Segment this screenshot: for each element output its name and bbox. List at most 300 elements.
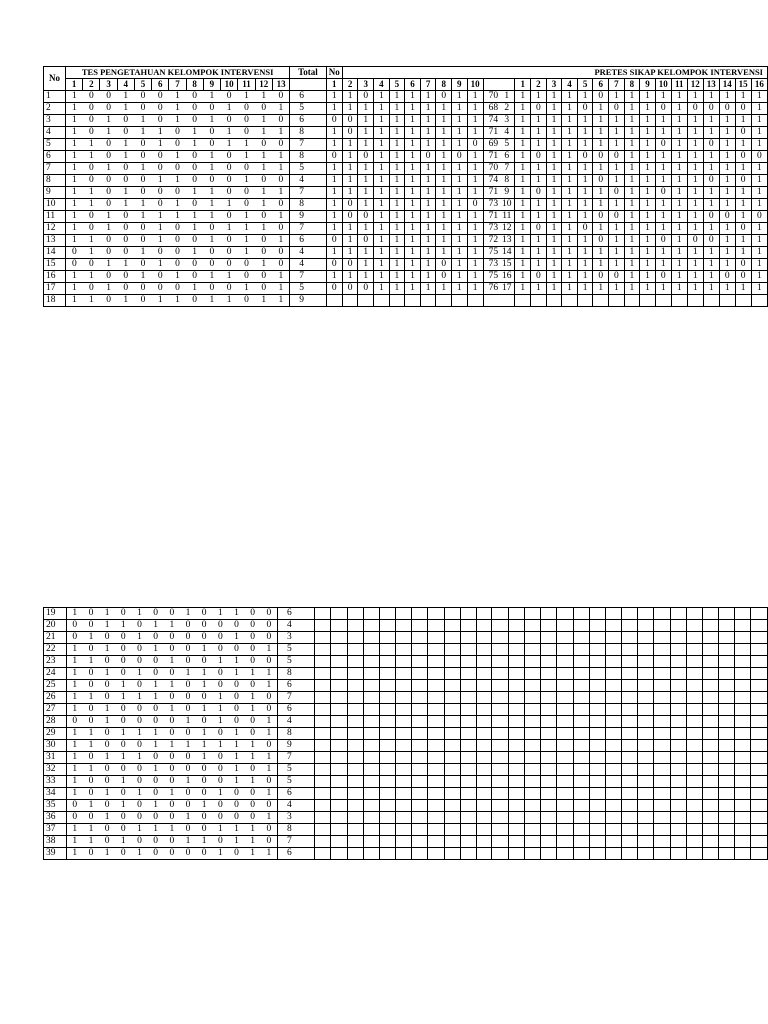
knowledge-score-cell: 0 bbox=[83, 91, 100, 103]
empty-cell bbox=[525, 716, 541, 728]
pretest-item-cell: 1 bbox=[358, 247, 374, 259]
attitude-score-cell: 1 bbox=[624, 247, 640, 259]
empty-cell bbox=[573, 656, 589, 668]
empty-cell bbox=[654, 740, 670, 752]
empty-cell bbox=[751, 764, 768, 776]
knowledge-score-cell: 0 bbox=[83, 175, 100, 187]
knowledge-score-cell: 1 bbox=[261, 644, 278, 656]
pretest-item-cell: 1 bbox=[420, 259, 436, 271]
header-row bbox=[44, 79, 768, 91]
pretest-item-cell: 1 bbox=[342, 247, 358, 259]
empty-cell bbox=[654, 776, 670, 788]
attitude-score-cell: 1 bbox=[593, 103, 609, 115]
knowledge-score-cell: 0 bbox=[169, 139, 186, 151]
pretest-item-cell: 1 bbox=[374, 283, 390, 295]
knowledge-score-cell: 1 bbox=[238, 235, 255, 247]
knowledge-score-cell: 0 bbox=[99, 836, 115, 848]
empty-cell bbox=[347, 812, 363, 824]
knowledge-score-cell: 1 bbox=[261, 716, 278, 728]
knowledge-score-cell: 1 bbox=[212, 692, 228, 704]
row-number: 5 bbox=[44, 139, 66, 151]
knowledge-score-cell: 0 bbox=[117, 235, 134, 247]
knowledge-score-cell: 0 bbox=[180, 764, 196, 776]
knowledge-score-cell: 1 bbox=[66, 223, 83, 235]
total-cell: 4 bbox=[277, 716, 314, 728]
total-cell: 4 bbox=[290, 175, 326, 187]
attitude-score-cell: 1 bbox=[671, 235, 687, 247]
pretest-item-cell: 1 bbox=[374, 115, 390, 127]
empty-cell bbox=[396, 620, 412, 632]
attitude-score-cell: 1 bbox=[735, 199, 751, 211]
attitude-score-cell: 1 bbox=[687, 271, 703, 283]
attitude-score-cell: 0 bbox=[609, 187, 625, 199]
empty-cell bbox=[444, 704, 460, 716]
attitude-score-cell: 1 bbox=[562, 175, 578, 187]
empty-cell bbox=[460, 668, 476, 680]
empty-cell bbox=[589, 644, 605, 656]
empty-cell bbox=[686, 620, 702, 632]
empty-cell bbox=[331, 620, 347, 632]
attitude-score-cell: 1 bbox=[751, 283, 767, 295]
attitude-score-cell: 1 bbox=[624, 199, 640, 211]
empty-cell bbox=[412, 632, 428, 644]
empty-cell bbox=[331, 704, 347, 716]
empty-cell bbox=[670, 656, 686, 668]
knowledge-score-cell: 0 bbox=[212, 620, 228, 632]
knowledge-score-cell: 0 bbox=[117, 223, 134, 235]
pretest-item-cell: 1 bbox=[342, 139, 358, 151]
knowledge-score-cell: 0 bbox=[117, 271, 134, 283]
row-number: 36 bbox=[44, 812, 67, 824]
knowledge-score-cell: 1 bbox=[261, 764, 278, 776]
knowledge-score-cell: 1 bbox=[115, 728, 131, 740]
empty-cell bbox=[589, 788, 605, 800]
empty-cell bbox=[719, 656, 735, 668]
empty-cell bbox=[702, 776, 718, 788]
pretest-item-cell bbox=[342, 295, 358, 307]
pretest-item-cell: 1 bbox=[467, 175, 483, 187]
knowledge-score-cell: 0 bbox=[100, 139, 117, 151]
empty-cell bbox=[492, 644, 509, 656]
knowledge-score-cell: 0 bbox=[272, 199, 289, 211]
attitude-score-cell: 1 bbox=[577, 187, 593, 199]
empty-cell bbox=[670, 800, 686, 812]
attitude-score-cell: 0 bbox=[703, 139, 719, 151]
attitude-score-cell: 1 bbox=[593, 127, 609, 139]
attitude-score-cell: 1 bbox=[515, 91, 531, 103]
attitude-score-cell: 1 bbox=[735, 247, 751, 259]
empty-cell bbox=[396, 776, 412, 788]
pretest-item-cell: 1 bbox=[342, 187, 358, 199]
attitude-score-cell: 1 bbox=[687, 127, 703, 139]
empty-cell bbox=[686, 704, 702, 716]
knowledge-score-cell: 1 bbox=[272, 163, 289, 175]
empty-cell bbox=[525, 812, 541, 824]
empty-cell bbox=[670, 716, 686, 728]
knowledge-score-cell: 1 bbox=[83, 139, 100, 151]
empty-cell bbox=[460, 740, 476, 752]
attitude-score-cell: 1 bbox=[546, 271, 562, 283]
empty-cell bbox=[622, 800, 638, 812]
empty-cell bbox=[589, 632, 605, 644]
knowledge-score-cell: 1 bbox=[245, 740, 261, 752]
row-number: 14 bbox=[44, 247, 66, 259]
knowledge-score-cell: 1 bbox=[164, 704, 180, 716]
attitude-score-cell: 1 bbox=[687, 223, 703, 235]
empty-cell bbox=[476, 668, 492, 680]
empty-cell bbox=[525, 668, 541, 680]
attitude-score-cell: 1 bbox=[703, 151, 719, 163]
empty-cell bbox=[331, 632, 347, 644]
empty-cell bbox=[315, 836, 331, 848]
knowledge-score-cell: 1 bbox=[272, 151, 289, 163]
empty-cell bbox=[396, 812, 412, 824]
attitude-score-cell: 1 bbox=[655, 175, 671, 187]
knowledge-score-cell: 0 bbox=[212, 812, 228, 824]
knowledge-score-cell: 0 bbox=[169, 163, 186, 175]
empty-cell bbox=[363, 716, 379, 728]
pretest-item-cell: 1 bbox=[342, 151, 358, 163]
empty-cell bbox=[444, 608, 460, 620]
empty-cell bbox=[670, 608, 686, 620]
empty-cell bbox=[541, 740, 557, 752]
attitude-score-cell: 1 bbox=[640, 235, 656, 247]
total-cell: 7 bbox=[277, 692, 314, 704]
attitude-score-cell: 1 bbox=[546, 115, 562, 127]
empty-cell bbox=[702, 752, 718, 764]
empty-cell bbox=[460, 824, 476, 836]
knowledge-score-cell: 1 bbox=[221, 223, 238, 235]
knowledge-score-cell: 0 bbox=[152, 163, 169, 175]
pretest-item-cell: 1 bbox=[326, 187, 342, 199]
attitude-score-cell: 1 bbox=[609, 91, 625, 103]
empty-cell bbox=[509, 656, 525, 668]
knowledge-score-cell: 0 bbox=[83, 776, 99, 788]
knowledge-score-cell: 0 bbox=[99, 680, 115, 692]
knowledge-score-cell: 1 bbox=[261, 680, 278, 692]
empty-cell bbox=[379, 812, 395, 824]
pretest-item-cell: 1 bbox=[374, 175, 390, 187]
attitude-pretest-title: PRETES SIKAP KELOMPOK INTERVENSI bbox=[342, 67, 767, 79]
knowledge-score-cell: 0 bbox=[152, 103, 169, 115]
knowledge-score-cell: 0 bbox=[100, 175, 117, 187]
total-cell: 8 bbox=[277, 824, 314, 836]
column-header: 9 bbox=[452, 79, 468, 91]
pretest-total-cell: 70 bbox=[483, 91, 499, 103]
knowledge-score-cell: 1 bbox=[272, 187, 289, 199]
knowledge-score-cell: 0 bbox=[245, 680, 261, 692]
knowledge-score-cell: 0 bbox=[180, 788, 196, 800]
knowledge-score-cell: 0 bbox=[196, 692, 212, 704]
empty-cell bbox=[525, 704, 541, 716]
empty-cell bbox=[428, 668, 444, 680]
knowledge-score-cell: 0 bbox=[99, 632, 115, 644]
empty-cell bbox=[735, 764, 751, 776]
attitude-score-cell bbox=[531, 295, 547, 307]
empty-cell bbox=[379, 764, 395, 776]
pretest-item-cell: 1 bbox=[389, 175, 405, 187]
empty-cell bbox=[492, 848, 509, 860]
knowledge-score-cell: 0 bbox=[117, 163, 134, 175]
knowledge-score-cell: 1 bbox=[255, 259, 272, 271]
empty-cell bbox=[735, 836, 751, 848]
attitude-score-cell: 0 bbox=[531, 271, 547, 283]
pretest-total-cell: 72 bbox=[483, 235, 499, 247]
attitude-score-cell: 1 bbox=[655, 247, 671, 259]
attitude-score-cell: 1 bbox=[719, 259, 735, 271]
empty-cell bbox=[476, 764, 492, 776]
empty-cell bbox=[589, 728, 605, 740]
knowledge-score-cell: 1 bbox=[169, 91, 186, 103]
pretest-item-cell: 1 bbox=[436, 211, 452, 223]
empty-cell bbox=[654, 716, 670, 728]
pretest-item-cell: 1 bbox=[342, 175, 358, 187]
attitude-score-cell: 1 bbox=[562, 259, 578, 271]
empty-cell bbox=[476, 800, 492, 812]
empty-cell bbox=[557, 680, 573, 692]
knowledge-score-cell: 0 bbox=[245, 812, 261, 824]
knowledge-score-cell: 0 bbox=[66, 632, 83, 644]
empty-cell bbox=[412, 836, 428, 848]
empty-cell bbox=[476, 608, 492, 620]
attitude-score-cell: 1 bbox=[593, 115, 609, 127]
empty-cell bbox=[379, 608, 395, 620]
empty-cell bbox=[509, 848, 525, 860]
attitude-score-cell: 1 bbox=[531, 175, 547, 187]
attitude-score-cell: 1 bbox=[719, 199, 735, 211]
attitude-score-cell: 1 bbox=[577, 175, 593, 187]
knowledge-score-cell: 1 bbox=[117, 295, 134, 307]
pretest-item-cell: 1 bbox=[326, 247, 342, 259]
pretest-item-cell: 1 bbox=[326, 223, 342, 235]
knowledge-score-cell: 1 bbox=[255, 187, 272, 199]
pretest-item-cell: 1 bbox=[467, 151, 483, 163]
knowledge-score-cell: 0 bbox=[228, 680, 244, 692]
empty-cell bbox=[315, 764, 331, 776]
knowledge-score-cell: 0 bbox=[66, 247, 83, 259]
empty-cell bbox=[557, 752, 573, 764]
knowledge-score-cell: 1 bbox=[221, 127, 238, 139]
empty-cell bbox=[396, 716, 412, 728]
empty-cell bbox=[444, 848, 460, 860]
empty-cell bbox=[719, 848, 735, 860]
total-cell: 5 bbox=[277, 776, 314, 788]
knowledge-score-cell: 1 bbox=[66, 199, 83, 211]
empty-cell bbox=[605, 656, 621, 668]
empty-cell bbox=[315, 608, 331, 620]
empty-cell bbox=[492, 680, 509, 692]
empty-cell bbox=[719, 800, 735, 812]
attitude-score-cell: 1 bbox=[624, 259, 640, 271]
empty-cell bbox=[751, 620, 768, 632]
empty-cell bbox=[492, 728, 509, 740]
attitude-score-cell: 1 bbox=[531, 283, 547, 295]
knowledge-score-cell: 0 bbox=[272, 175, 289, 187]
column-header: 8 bbox=[436, 79, 452, 91]
empty-cell bbox=[509, 620, 525, 632]
empty-cell bbox=[654, 644, 670, 656]
empty-cell bbox=[638, 704, 654, 716]
knowledge-score-cell: 0 bbox=[115, 812, 131, 824]
knowledge-score-cell: 0 bbox=[100, 295, 117, 307]
knowledge-score-cell: 0 bbox=[115, 608, 131, 620]
attitude-score-cell: 1 bbox=[515, 247, 531, 259]
pretest-item-cell: 1 bbox=[452, 127, 468, 139]
knowledge-score-cell: 1 bbox=[131, 608, 147, 620]
empty-cell bbox=[751, 656, 768, 668]
knowledge-score-cell: 0 bbox=[83, 103, 100, 115]
attitude-score-cell: 1 bbox=[655, 163, 671, 175]
empty-cell bbox=[509, 632, 525, 644]
knowledge-score-cell: 0 bbox=[228, 620, 244, 632]
attitude-score-cell: 1 bbox=[640, 271, 656, 283]
knowledge-score-cell: 0 bbox=[212, 668, 228, 680]
knowledge-score-cell: 1 bbox=[131, 788, 147, 800]
attitude-score-cell: 1 bbox=[703, 187, 719, 199]
empty-cell bbox=[476, 656, 492, 668]
knowledge-score-cell: 1 bbox=[203, 151, 220, 163]
empty-cell bbox=[638, 848, 654, 860]
empty-cell bbox=[396, 848, 412, 860]
empty-cell bbox=[686, 764, 702, 776]
empty-cell bbox=[492, 632, 509, 644]
pretest-item-cell: 1 bbox=[326, 139, 342, 151]
attitude-score-cell: 1 bbox=[531, 127, 547, 139]
table-row bbox=[44, 115, 768, 127]
attitude-score-cell: 1 bbox=[515, 271, 531, 283]
empty-cell bbox=[541, 608, 557, 620]
empty-cell bbox=[589, 692, 605, 704]
total-cell: 4 bbox=[290, 259, 326, 271]
empty-cell bbox=[476, 692, 492, 704]
knowledge-score-cell: 1 bbox=[134, 115, 151, 127]
attitude-score-cell: 1 bbox=[546, 211, 562, 223]
pretest-item-cell bbox=[436, 295, 452, 307]
attitude-score-cell: 1 bbox=[687, 151, 703, 163]
knowledge-score-cell: 0 bbox=[203, 223, 220, 235]
empty-cell bbox=[573, 608, 589, 620]
empty-cell bbox=[735, 668, 751, 680]
table-row bbox=[44, 836, 768, 848]
knowledge-score-cell: 0 bbox=[186, 235, 203, 247]
knowledge-score-cell: 0 bbox=[245, 788, 261, 800]
pretest-total-cell bbox=[483, 295, 499, 307]
knowledge-score-cell: 1 bbox=[212, 656, 228, 668]
attitude-score-cell bbox=[687, 295, 703, 307]
pretest-item-cell: 1 bbox=[452, 211, 468, 223]
pretest-item-cell: 1 bbox=[405, 271, 421, 283]
pretest-item-cell: 1 bbox=[358, 163, 374, 175]
attitude-score-cell: 1 bbox=[624, 175, 640, 187]
empty-cell bbox=[347, 716, 363, 728]
attitude-score-cell: 1 bbox=[546, 283, 562, 295]
attitude-score-cell bbox=[640, 295, 656, 307]
knowledge-score-cell: 0 bbox=[221, 115, 238, 127]
empty-cell bbox=[589, 740, 605, 752]
empty-cell bbox=[638, 788, 654, 800]
empty-cell bbox=[638, 656, 654, 668]
pretest-item-cell: 1 bbox=[358, 103, 374, 115]
attitude-score-cell: 1 bbox=[640, 223, 656, 235]
knowledge-score-cell: 1 bbox=[238, 175, 255, 187]
empty-cell bbox=[509, 740, 525, 752]
pretest-item-cell: 1 bbox=[452, 163, 468, 175]
column-header: 11 bbox=[671, 79, 687, 91]
pretest-item-cell: 1 bbox=[405, 211, 421, 223]
pretest-item-cell: 1 bbox=[389, 115, 405, 127]
empty-cell bbox=[379, 728, 395, 740]
empty-cell bbox=[525, 848, 541, 860]
empty-cell bbox=[315, 812, 331, 824]
knowledge-score-cell: 0 bbox=[131, 644, 147, 656]
row-number: 39 bbox=[44, 848, 67, 860]
pretest-item-cell: 1 bbox=[374, 163, 390, 175]
empty-cell bbox=[573, 668, 589, 680]
knowledge-score-cell: 0 bbox=[148, 836, 164, 848]
knowledge-score-cell: 0 bbox=[180, 620, 196, 632]
attitude-score-cell: 1 bbox=[687, 163, 703, 175]
pretest-item-cell: 1 bbox=[467, 91, 483, 103]
knowledge-score-cell: 1 bbox=[203, 163, 220, 175]
knowledge-score-cell: 0 bbox=[99, 740, 115, 752]
knowledge-score-cell: 1 bbox=[100, 283, 117, 295]
row-number: 26 bbox=[44, 692, 67, 704]
empty-cell bbox=[557, 692, 573, 704]
empty-cell bbox=[541, 692, 557, 704]
knowledge-score-cell: 0 bbox=[100, 199, 117, 211]
attitude-score-cell: 1 bbox=[546, 163, 562, 175]
attitude-score-cell: 1 bbox=[546, 187, 562, 199]
empty-cell bbox=[428, 728, 444, 740]
empty-cell bbox=[670, 836, 686, 848]
attitude-score-cell: 1 bbox=[640, 247, 656, 259]
empty-cell bbox=[347, 680, 363, 692]
empty-cell bbox=[702, 692, 718, 704]
empty-cell bbox=[331, 752, 347, 764]
knowledge-score-cell: 0 bbox=[196, 788, 212, 800]
knowledge-score-cell: 0 bbox=[261, 836, 278, 848]
empty-cell bbox=[719, 728, 735, 740]
knowledge-score-cell: 0 bbox=[83, 223, 100, 235]
knowledge-score-cell: 1 bbox=[66, 764, 83, 776]
row-number: 34 bbox=[44, 788, 67, 800]
knowledge-score-cell: 0 bbox=[186, 271, 203, 283]
knowledge-score-cell: 1 bbox=[148, 764, 164, 776]
row-number: 38 bbox=[44, 836, 67, 848]
total-cell: 6 bbox=[290, 91, 326, 103]
empty-cell bbox=[702, 644, 718, 656]
total-cell: 3 bbox=[277, 632, 314, 644]
knowledge-score-cell: 0 bbox=[221, 151, 238, 163]
pretest-item-cell: 0 bbox=[358, 151, 374, 163]
table-row bbox=[44, 812, 768, 824]
empty-cell bbox=[670, 692, 686, 704]
pretest-item-cell: 0 bbox=[452, 151, 468, 163]
empty-cell bbox=[670, 824, 686, 836]
row-number: 4 bbox=[44, 127, 66, 139]
knowledge-score-cell: 1 bbox=[100, 163, 117, 175]
empty-cell bbox=[638, 728, 654, 740]
knowledge-score-cell: 1 bbox=[117, 199, 134, 211]
attitude-score-cell: 1 bbox=[546, 151, 562, 163]
knowledge-score-cell: 0 bbox=[203, 103, 220, 115]
knowledge-score-cell: 0 bbox=[117, 127, 134, 139]
knowledge-score-cell: 0 bbox=[164, 776, 180, 788]
row-number: 3 bbox=[44, 115, 66, 127]
empty-cell bbox=[363, 788, 379, 800]
knowledge-score-cell: 1 bbox=[221, 271, 238, 283]
row-number-2: 4 bbox=[499, 127, 515, 139]
